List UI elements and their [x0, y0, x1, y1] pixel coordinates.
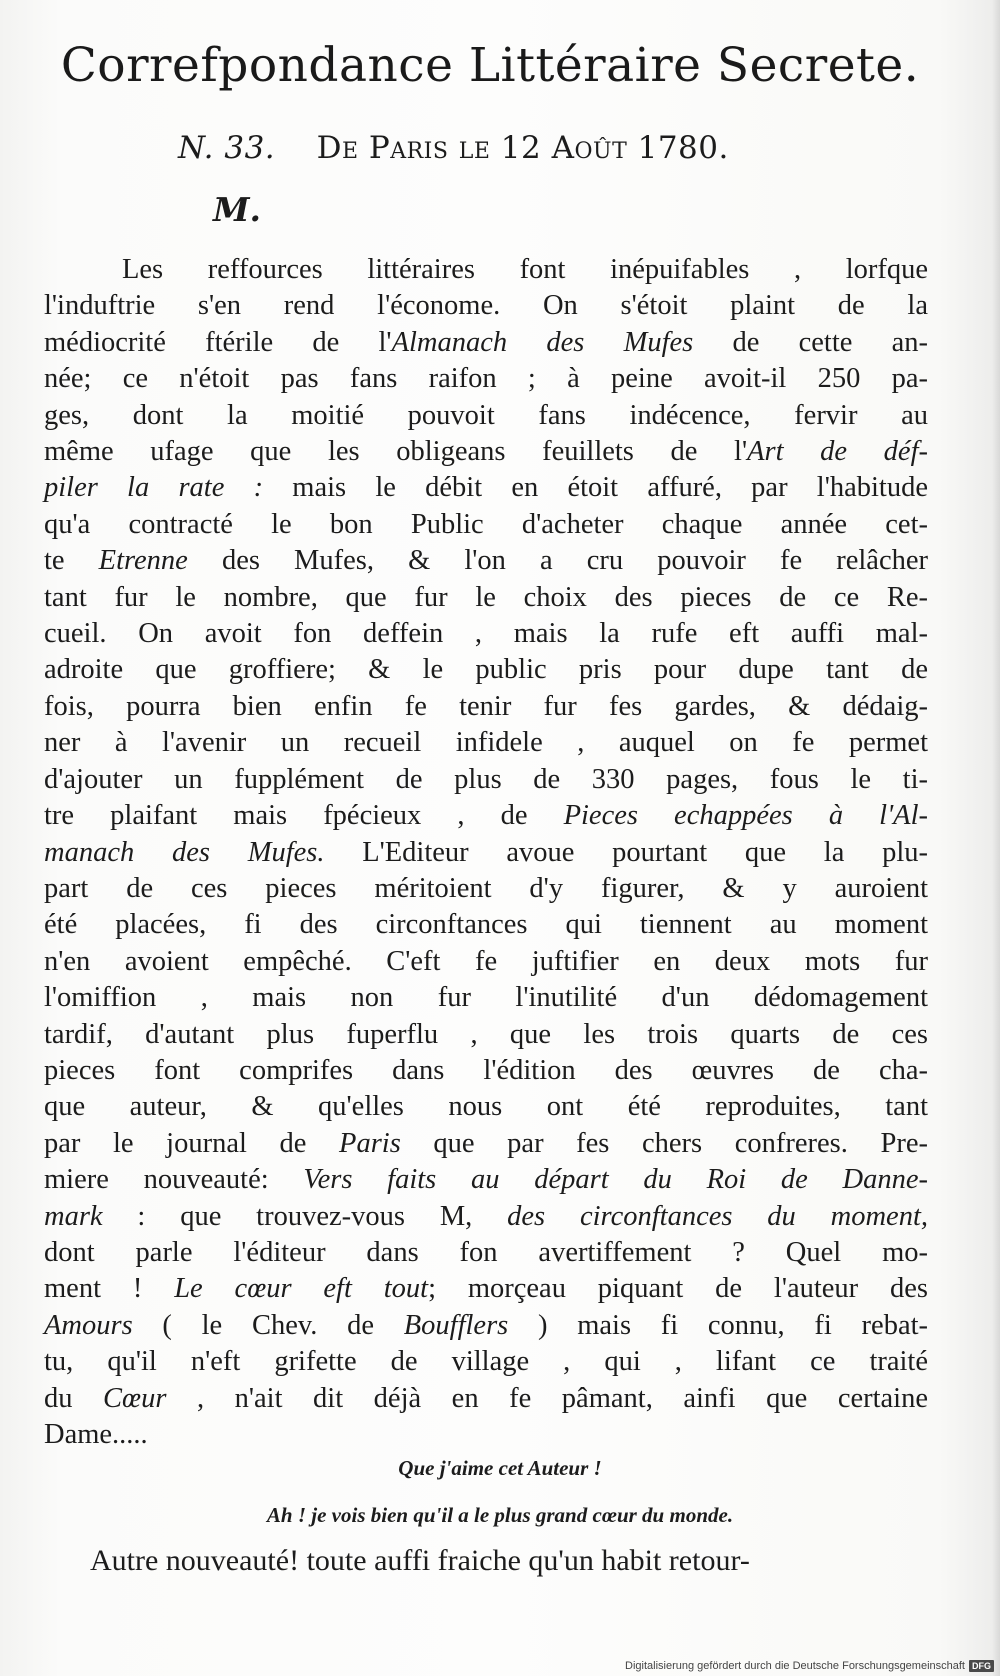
- italic-text: Vers faits au départ du Roi de Danne-: [303, 1164, 928, 1196]
- text-run: de cette an-: [693, 326, 929, 358]
- text-line: [44, 1162, 928, 1198]
- text-line: [44, 580, 928, 616]
- text-line: [44, 1271, 928, 1307]
- text-line: [44, 398, 928, 434]
- text-line: [44, 1235, 928, 1271]
- text-line: [44, 835, 928, 871]
- text-run: Les reffources littéraires font inépuifables , lorfque: [122, 254, 928, 285]
- text-run: des Mufes, & l'on a cru pouvoir fe relâcher: [187, 545, 928, 577]
- text-run: ment !: [44, 1273, 175, 1305]
- italic-text: Art de déf-: [747, 436, 928, 468]
- text-run: que par fes chers confreres. Pre-: [400, 1127, 928, 1159]
- issue-number: N. 33.: [178, 130, 276, 166]
- italic-text: Amours: [44, 1309, 133, 1341]
- text-line: [44, 252, 928, 288]
- text-run: tre plaifant mais fpécieux , de: [44, 800, 564, 832]
- text-line: [44, 434, 928, 470]
- text-line: [44, 470, 928, 506]
- text-line: [44, 361, 928, 397]
- text-run: l'induftrie s'en rend l'économe. On s'étoit plaint de la: [44, 290, 928, 322]
- text-run: , n'ait dit déjà en fe pâmant, ainfi que certaine: [166, 1382, 929, 1414]
- text-run: tant fur le nombre, que fur le choix des pieces de ce Re-: [44, 581, 928, 613]
- text-run: mais le débit en étoit affuré, par l'habitude: [263, 472, 928, 504]
- text-line: [44, 871, 928, 907]
- text-line: [44, 725, 928, 761]
- text-line: [44, 1017, 928, 1053]
- text-line: [44, 1308, 928, 1344]
- italic-text: piler la rate :: [44, 472, 264, 504]
- italic-text: Cœur: [103, 1382, 167, 1414]
- article-body: [44, 252, 928, 1453]
- text-line: [44, 1053, 928, 1089]
- text-run: adroite que groffiere; & le public pris pour dupe tant de: [44, 654, 928, 686]
- text-line: [44, 1381, 928, 1417]
- italic-text: Boufflers: [403, 1309, 509, 1341]
- text-run: qu'a contracté le bon Public d'acheter chaque année cet-: [44, 508, 928, 540]
- text-line: [44, 652, 928, 688]
- text-run: née; ce n'étoit pas fans raifon ; à peine avoit-il 250 pa-: [44, 363, 928, 395]
- text-run: même ufage que les obligeans feuillets de l': [44, 436, 748, 468]
- italic-text: Etrenne: [98, 545, 188, 577]
- italic-text: Paris: [339, 1127, 401, 1159]
- text-line: [44, 1089, 928, 1125]
- text-run: tu, qu'il n'eft grifette de village , qui , lifant ce traité: [44, 1346, 928, 1378]
- page-title: Correfpondance Littéraire Secrete.: [60, 38, 920, 93]
- dateline: [178, 130, 729, 166]
- text-run: miere nouveauté:: [44, 1164, 304, 1196]
- text-run: par le journal de: [44, 1127, 340, 1159]
- italic-text: des circonftances du moment,: [507, 1200, 929, 1232]
- text-line: [44, 944, 928, 980]
- text-line: [44, 689, 928, 725]
- text-run: été placées, fi des circonftances qui tiennent au moment: [44, 909, 928, 941]
- text-line: [44, 543, 928, 579]
- text-run: tardif, d'autant plus fuperflu , que les trois quarts de ces: [44, 1018, 928, 1050]
- verse-line-1: Que j'aime cet Auteur !: [398, 1456, 602, 1480]
- text-run: L'Editeur avoue pourtant que la plu-: [324, 836, 928, 868]
- text-line: [44, 288, 928, 324]
- text-run: dont parle l'éditeur dans fon avertiffement ? Quel mo-: [44, 1236, 928, 1268]
- text-run: médiocrité ftérile de l': [44, 326, 392, 358]
- text-run: ; morçeau piquant de l'auteur des: [428, 1273, 928, 1305]
- text-line: [44, 1417, 928, 1453]
- text-line: [44, 1199, 928, 1235]
- italic-text: Pieces echappées à l'Al-: [563, 800, 928, 832]
- italic-text: Le cœur eft tout: [174, 1273, 429, 1305]
- date-text: De Paris le 12 Août 1780.: [316, 130, 729, 166]
- dfg-logo: DFG: [969, 1660, 994, 1672]
- text-run: fois, pourra bien enfin fe tenir fur fes gardes, & dédaig-: [44, 690, 928, 722]
- text-line: [44, 1126, 928, 1162]
- text-line: [44, 798, 928, 834]
- credit-text: Digitalisierung gefördert durch die Deutsche Forschungsgemeinschaft: [625, 1660, 965, 1672]
- italic-text: Almanach des Mufes: [391, 326, 694, 358]
- text-line: [44, 762, 928, 798]
- italic-text: mark: [44, 1200, 103, 1232]
- text-run: n'en avoient empêché. C'eft fe juftifier en deux mots fur: [44, 945, 928, 977]
- text-line: [44, 616, 928, 652]
- text-run: te: [44, 545, 99, 577]
- text-run: ner à l'avenir un recueil infidele , auquel on fe permet: [44, 727, 928, 759]
- text-run: Dame.....: [44, 1419, 148, 1450]
- page-edge-shadow: [992, 0, 1000, 1676]
- text-run: pieces font comprifes dans l'édition des œuvres de cha-: [44, 1054, 928, 1086]
- digitization-credit: [625, 1660, 994, 1672]
- text-line: [44, 507, 928, 543]
- verse-line-2: Ah ! je vois bien qu'il a le plus grand cœur du monde.: [266, 1503, 734, 1527]
- text-run: ) mais fi connu, fi rebat-: [508, 1309, 928, 1341]
- text-run: d'ajouter un fupplément de plus de 330 pages, fous le ti-: [44, 763, 928, 795]
- continued-line: Autre nouveauté! toute auffi fraiche qu'un habit retour-: [90, 1544, 750, 1577]
- text-run: cueil. On avoit fon deffein , mais la rufe eft auffi mal-: [44, 618, 928, 650]
- text-run: que auteur, & qu'elles nous ont été reproduites, tant: [44, 1091, 928, 1123]
- text-run: l'omiffion , mais non fur l'inutilité d'un dédomagement: [44, 982, 928, 1014]
- text-line: [44, 1344, 928, 1380]
- text-run: du: [44, 1382, 104, 1414]
- salutation: M.: [213, 190, 262, 229]
- text-run: : que trouvez-vous M,: [102, 1200, 508, 1232]
- text-line: [44, 325, 928, 361]
- italic-text: manach des Mufes.: [44, 836, 325, 868]
- text-run: ( le Chev. de: [132, 1309, 404, 1341]
- text-line: [44, 980, 928, 1016]
- text-line: [44, 907, 928, 943]
- text-run: ges, dont la moitié pouvoit fans indécence, fervir au: [44, 399, 928, 431]
- text-run: part de ces pieces méritoient d'y figurer, & y auroient: [44, 872, 928, 904]
